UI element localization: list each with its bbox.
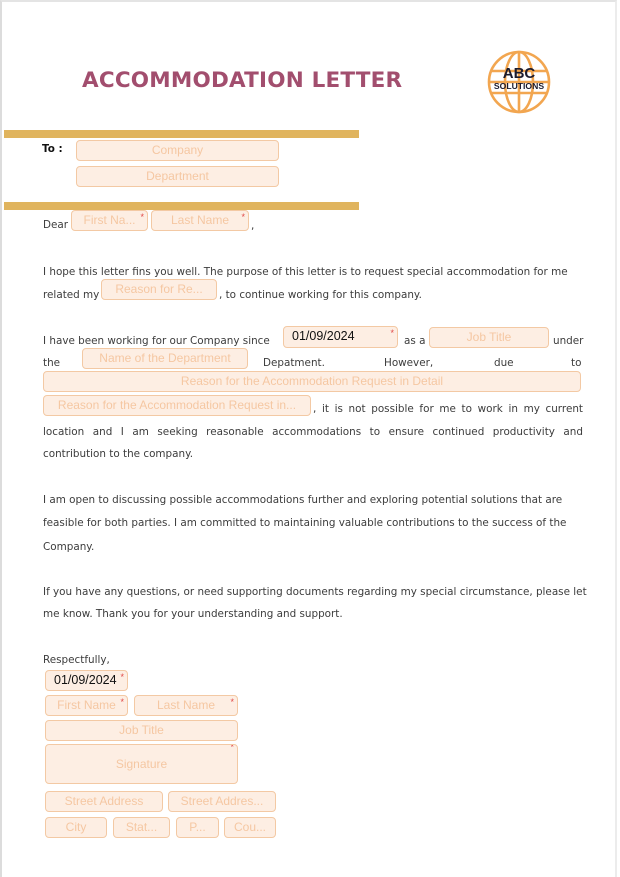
paragraph-1-suffix: , to continue working for this company. <box>219 289 422 301</box>
first-name-placeholder: First Name <box>57 698 116 712</box>
logo-text-abc: ABC <box>502 65 536 82</box>
paragraph-2-word: to <box>571 357 582 369</box>
first-name-placeholder: First Na... <box>83 213 136 227</box>
last-name-placeholder: Last Name <box>156 698 216 712</box>
last-name-placeholder: Last Name <box>170 213 230 227</box>
state-field[interactable]: Stat... <box>113 817 170 838</box>
to-label: To : <box>42 143 63 155</box>
paragraph-1-line-1: I hope this letter fins you well. The purpose of this letter is to request special accommodation for me <box>43 266 568 278</box>
paragraph-2-word: However, <box>384 357 434 369</box>
paragraph-1-related-my: related my <box>43 289 100 301</box>
logo-text-solutions: SOLUTIONS <box>493 81 545 91</box>
signature-date-field[interactable] <box>45 670 128 691</box>
paragraph-3-line-3: Company. <box>43 541 95 553</box>
required-asterisk: * <box>140 212 144 222</box>
start-date-value: 01/09/2024 <box>292 329 355 343</box>
paragraph-4-line-1: If you have any questions, or need supporting documents regarding my special circumstance, please let <box>43 586 587 598</box>
paragraph-2-as-a: as a <box>404 335 426 347</box>
sender-job-title-field[interactable]: Job Title <box>45 720 238 741</box>
required-asterisk: * <box>230 697 234 707</box>
dear-label: Dear <box>43 219 69 231</box>
street-address-2-field[interactable]: Street Addres... <box>168 791 276 812</box>
respectfully-label: Respectfully, <box>43 654 110 666</box>
paragraph-2-the: the <box>43 357 61 369</box>
company-field[interactable]: Company <box>76 140 279 161</box>
divider-bar-bottom <box>4 202 359 210</box>
department-name-field[interactable]: Name of the Department <box>82 348 248 369</box>
country-field[interactable]: Cou... <box>224 817 276 838</box>
reason-detail-field[interactable]: Reason for the Accommodation Request in Detail <box>43 371 581 392</box>
department-field[interactable]: Department <box>76 166 279 187</box>
paragraph-2-cont-2: location and I am seeking reasonable accommodations to ensure continued productivity and <box>43 426 583 438</box>
paragraph-2-cont-3: contribution to the company. <box>43 448 194 460</box>
paragraph-2-prefix: I have been working for our Company since <box>43 335 270 347</box>
paragraph-2-word: due <box>494 357 514 369</box>
company-logo <box>486 49 552 115</box>
required-asterisk: * <box>390 328 394 338</box>
paragraph-3-line-2: feasible for both parties. I am committed to maintaining valuable contributions to the success of the <box>43 517 567 529</box>
paragraph-2-word: Depatment. <box>263 357 325 369</box>
paragraph-2-under: under <box>553 335 584 347</box>
postal-code-field[interactable]: P... <box>176 817 219 838</box>
start-date-field[interactable] <box>283 326 398 348</box>
job-title-field[interactable]: Job Title <box>429 327 549 348</box>
signature-date-value: 01/09/2024 <box>54 673 117 687</box>
reason-short-field[interactable]: Reason for Re... <box>101 279 217 300</box>
city-field[interactable]: City <box>45 817 107 838</box>
signature-field[interactable] <box>45 744 238 784</box>
required-asterisk: * <box>241 212 245 222</box>
required-asterisk: * <box>230 744 234 752</box>
recipient-last-name-field[interactable] <box>151 210 249 231</box>
required-asterisk: * <box>120 672 124 682</box>
signature-placeholder: Signature <box>115 757 168 771</box>
sender-first-name-field[interactable] <box>45 695 128 716</box>
street-address-field[interactable]: Street Address <box>45 791 163 812</box>
recipient-first-name-field[interactable] <box>71 210 148 231</box>
sender-last-name-field[interactable] <box>134 695 238 716</box>
paragraph-4-line-2: me know. Thank you for your understanding and support. <box>43 608 343 620</box>
paragraph-2-cont-1: , it is not possible for me to work in my current <box>313 403 583 415</box>
page-title: ACCOMMODATION LETTER <box>82 68 403 93</box>
salutation-comma: , <box>251 220 255 232</box>
paragraph-3-line-1: I am open to discussing possible accommodations further and exploring potential solutions that are <box>43 494 563 506</box>
reason-detail-continued-field[interactable]: Reason for the Accommodation Request in... <box>43 395 311 416</box>
divider-bar-top <box>4 130 359 138</box>
required-asterisk: * <box>120 697 124 707</box>
